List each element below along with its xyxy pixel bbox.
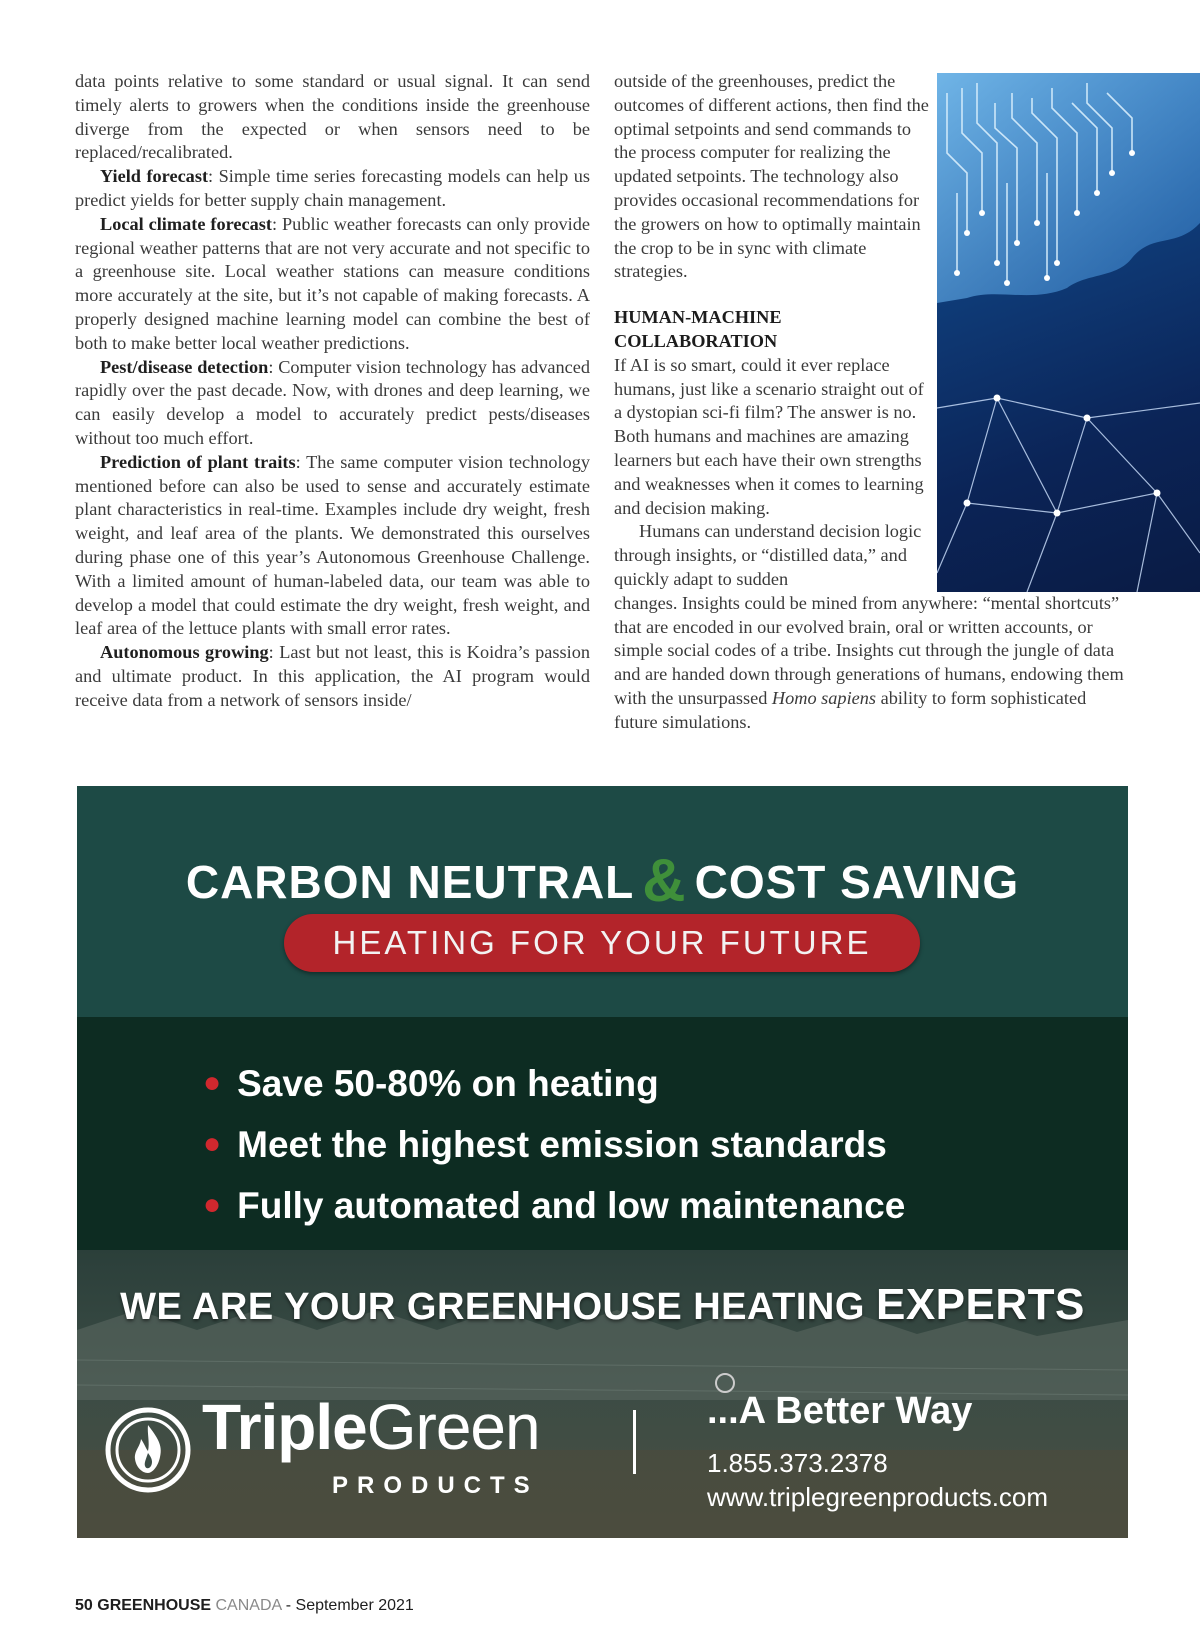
page-footer: [75, 1597, 414, 1615]
benefit-item: [203, 1114, 905, 1175]
magazine-edition: CANADA: [215, 1597, 282, 1614]
subheading: Yield forecast: [100, 166, 209, 187]
ad-headline: [77, 846, 1128, 915]
paragraph: Humans can understand decision logic through insights, or “distilled data,” and quickly adapt to sudden: [614, 521, 922, 589]
benefit-item: [203, 1053, 905, 1114]
bullet-dot-icon: ●: [203, 1127, 222, 1160]
ad-benefits-band: [77, 1017, 1128, 1250]
benefits-list: [203, 1053, 905, 1236]
subheading: Pest/disease detection: [100, 356, 269, 377]
ad-tagline-pill: HEATING FOR YOUR FUTURE: [284, 914, 920, 972]
circuit-network-graphic: [937, 73, 1200, 592]
paragraph-plant-traits: [75, 451, 590, 641]
paragraph-yield-forecast: [75, 165, 590, 213]
italic-term: Homo sapiens: [771, 687, 877, 708]
ad-slogan: ...A Better Way: [707, 1390, 973, 1432]
brand-light: Green: [366, 1391, 540, 1463]
paragraph-text: : Simple time series forecasting models can help us predict yields for better supply chain management.: [75, 166, 590, 210]
subheading: Prediction of plant traits: [100, 451, 296, 472]
paragraph-text: : Public weather forecasts can only provide regional weather patterns that are not very accurate and not specific to a greenhouse site. Local weather stations can measure conditions more accurately at the site, but it’s not capable of making forecasts. A properly designed machine learning model can combine the best of both to make better local weather predictions.: [75, 213, 590, 353]
brand-wordmark: [202, 1390, 540, 1464]
ad-footer-band: [77, 1250, 1128, 1538]
bullet-dot-icon: ●: [203, 1188, 222, 1221]
paragraph-text: : Computer vision technology has advanced rapidly over the past decade. Now, with drones and deep learning, we can easily develop a model to accurately predict pests/diseases without too much effort.: [75, 356, 590, 448]
paragraph: outside of the greenhouses, predict the outcomes of different actions, then find the optimal setpoints and send commands to the process computer for realizing the updated setpoints. The technology also provides occasional recommendations for the growers on how to optimally maintain the crop to be in sync with climate strategies.: [614, 71, 929, 282]
paragraph: data points relative to some standard or usual signal. It can send timely alerts to growers when the conditions inside the greenhouse diverge from the expected or when sensors need to be replaced/recalibrated.: [75, 71, 590, 163]
benefit-item: [203, 1175, 905, 1236]
vertical-divider: [633, 1410, 636, 1474]
ai-circuit-image: [937, 73, 1200, 592]
paragraph-text: : Last but not least, this is Koidra’s passion and ultimate product. In this application, the AI program would receive data from a network of sensors inside/: [75, 642, 591, 710]
paragraph-pest-detection: [75, 356, 590, 451]
experts-banner: [77, 1280, 1128, 1330]
heading-line: HUMAN-MACHINE: [614, 307, 782, 328]
magazine-name: GREENHOUSE: [97, 1597, 212, 1614]
flame-logo-icon: [105, 1407, 191, 1493]
heading-line: COLLABORATION: [614, 330, 778, 351]
experts-text: WE ARE YOUR GREENHOUSE HEATING: [120, 1286, 865, 1328]
ad-header-band: [77, 786, 1128, 1017]
advertisement[interactable]: [77, 786, 1128, 1538]
experts-emphasis: EXPERTS: [875, 1280, 1085, 1329]
article-left-column: [75, 70, 590, 713]
benefit-text: Fully automated and low maintenance: [237, 1185, 906, 1226]
paragraph-text: : The same computer vision technology mentioned before can also be used to sense and accurately estimate plant characteristics in real-time. Examples include dry weight, fresh weight, and leaf area of the plants. We demonstrated this ourselves during phase one of this year’s Autonomous Greenhouse Challenge. With a limited amount of human-labeled data, our team was able to develop a model that could estimate the dry weight, fresh weight, and leaf area of the lettuce plants with small error rates.: [75, 451, 590, 639]
issue-date: - September 2021: [281, 1597, 414, 1614]
headline-text: COST SAVING: [694, 856, 1020, 908]
page-number: 50: [75, 1597, 93, 1614]
section-heading: [614, 306, 932, 354]
paragraph: If AI is so smart, could it ever replace humans, just like a scenario straight out of a dystopian sci-fi film? The answer is no. Both humans and machines are amazing learners but each have their own strengths and weaknesses when it comes to learning and decision making.: [614, 354, 924, 518]
subheading: Local climate forecast: [100, 213, 272, 234]
benefit-text: Save 50-80% on heating: [237, 1063, 659, 1104]
paragraph-autonomous-growing: [75, 641, 590, 712]
ampersand: &: [642, 847, 687, 914]
paragraph: [614, 592, 1126, 735]
bullet-dot-icon: ●: [203, 1066, 222, 1099]
paragraph-text: changes. Insights could be mined from anywhere: “mental shortcuts” that are encoded in our evolved brain, oral or written accounts, or simple social codes of a tribe. Insights cut through the jungle of data and are handed down through generations of humans, endowing them with the unsurpassed: [614, 592, 1124, 708]
phone-number[interactable]: 1.855.373.2378: [707, 1448, 888, 1478]
website-link[interactable]: www.triplegreenproducts.com: [707, 1482, 1049, 1512]
benefit-text: Meet the highest emission standards: [237, 1124, 887, 1165]
paragraph-text: ability to form sophisticated future simulations.: [614, 687, 1087, 732]
paragraph-local-climate: [75, 213, 590, 356]
brand-subtitle: PRODUCTS: [332, 1472, 539, 1499]
subheading: Autonomous growing: [100, 642, 269, 663]
headline-text: CARBON NEUTRAL: [185, 856, 635, 908]
brand-bold: Triple: [202, 1391, 367, 1463]
